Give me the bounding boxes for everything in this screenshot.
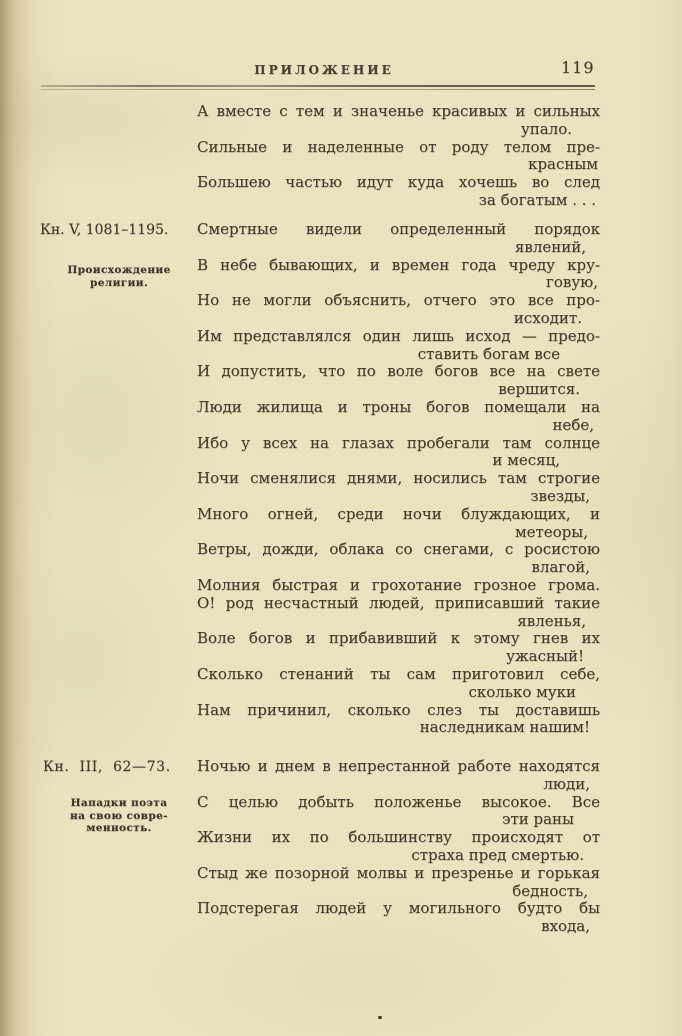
verse-line: Ночью и днем в непрестанной работе находятся — [197, 757, 600, 775]
verse-line: А вместе с тем и значенье красивых и сильных — [197, 102, 600, 120]
verse-line: исходит. — [513, 308, 582, 327]
verse-line: люди, — [543, 774, 590, 793]
verse-line: С целью добыть положенье высокое. Все — [197, 792, 600, 811]
verse-block — [197, 103, 600, 210]
verse-line: Подстерегая людей у могильного будто бы — [197, 899, 600, 918]
verse-line: небе, — [552, 415, 594, 434]
verse-line: Воле богов и прибавивший к этому гнев их — [197, 629, 600, 648]
section-label: Кн. V, 1081–1195. — [40, 222, 169, 238]
verse-line: Нам причинил, сколько слез ты доставишь — [197, 700, 600, 719]
verse-block — [197, 758, 600, 936]
verse-line: ставить богам все — [417, 344, 560, 363]
verse-line: звезды, — [530, 486, 590, 505]
verse-line: за богатым . . . — [478, 190, 596, 209]
page-number: 119 — [561, 58, 595, 77]
verse-line: бедность, — [512, 881, 588, 900]
verse-line: говую, — [546, 273, 598, 292]
caption-line: Нападки поэта — [70, 797, 168, 809]
section-caption — [40, 797, 198, 835]
verse-line: Много огней, среди ночи блуждающих, и — [197, 504, 600, 523]
verse-line: Смертные видели определенный порядок — [197, 220, 600, 238]
verse-line: Молния быстрая и грохотание грозное грома. — [197, 575, 600, 594]
verse-line: эти раны — [502, 810, 574, 829]
verse-line: И допустить, что по воле богов все на свете — [197, 362, 600, 381]
verse-line: входа, — [541, 917, 590, 936]
verse-line: сколько муки — [468, 682, 576, 701]
verse-line: страха пред смертью. — [411, 845, 584, 864]
running-head: ПРИЛОЖЕНИЕ — [254, 63, 394, 77]
verse-line: упало. — [520, 119, 572, 138]
verse-line: Ветры, дожди, облака со снегами, с росистою — [197, 540, 600, 559]
verse-line: Ночи сменялися днями, носились там строгие — [197, 469, 600, 488]
verse-line: метеоры, — [514, 522, 588, 541]
caption-line: менность. — [86, 822, 152, 835]
ink-speck — [378, 1016, 382, 1019]
verse-block — [197, 221, 600, 737]
verse-line: Сильные и наделенные от роду телом пре- — [197, 137, 600, 156]
verse-line: Ибо у всех на глазах пробегали там солнце — [197, 433, 600, 452]
verse-line: явленья, — [517, 611, 586, 630]
verse-line: и месяц, — [492, 451, 560, 470]
verse-line: явлений, — [514, 237, 586, 256]
verse-line: Большею частью идут куда хочешь во след — [197, 173, 600, 192]
verse-line: вершится. — [498, 380, 580, 399]
verse-line: Сколько стенаний ты сам приготовил себе, — [197, 664, 600, 683]
header-double-rule — [41, 85, 595, 91]
verse-line: ужасный! — [506, 647, 584, 666]
verse-line: Жизни их по большинству происходят от — [197, 828, 600, 847]
verse-line: Но не могли объяснить, отчего это все про- — [197, 291, 600, 310]
verse-line: красным — [528, 155, 598, 174]
verse-line: В небе бывающих, и времен года чреду кру- — [197, 255, 600, 274]
verse-line: Люди жилища и троны богов помещали на — [197, 397, 600, 416]
verse-line: О! род несчастный людей, приписавший такие — [197, 593, 600, 612]
caption-line: на свою совре- — [70, 809, 168, 822]
verse-line: влагой, — [531, 558, 590, 577]
section-label: Кн. III, 62—73. — [43, 759, 171, 775]
verse-line: Стыд же позорной молвы и презренье и горькая — [197, 863, 600, 882]
verse-line: Им представлялся один лишь исход — предо- — [197, 326, 600, 345]
verse-line: наследникам нашим! — [419, 718, 590, 737]
caption-line: Происхождение — [67, 264, 171, 276]
caption-line: религии. — [89, 276, 149, 289]
section-caption — [40, 264, 198, 289]
